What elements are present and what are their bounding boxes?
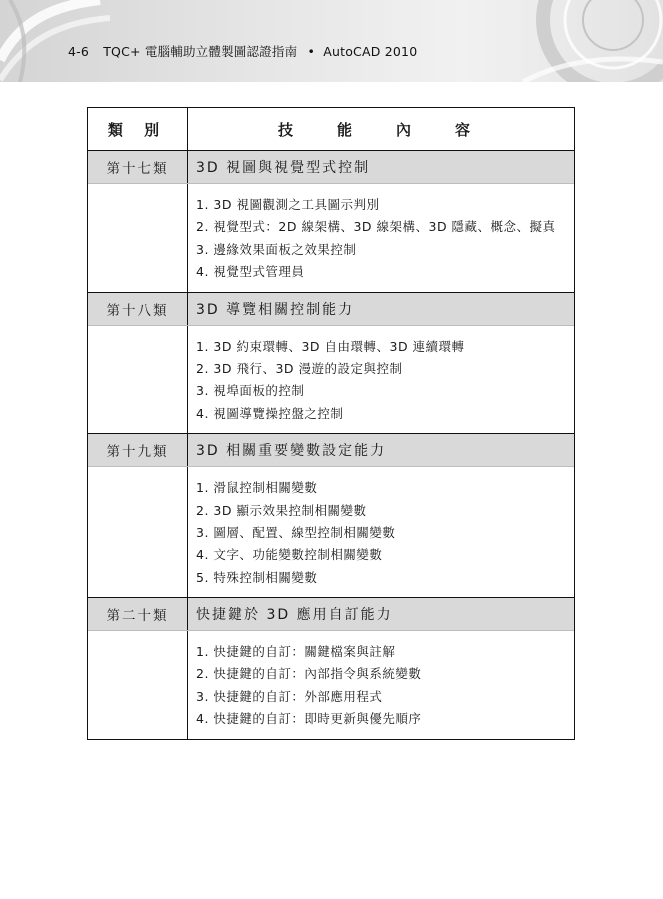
list-item: 1. 滑鼠控制相關變數 — [196, 480, 318, 496]
list-item: 3. 圖層、配置、線型控制相關變數 — [196, 524, 396, 540]
section-item-list — [188, 467, 574, 597]
section-items-row — [88, 184, 574, 293]
section-title-row — [88, 598, 574, 631]
empty-category-cell — [88, 467, 188, 597]
list-item: 3. 快捷鍵的自訂：外部應用程式 — [196, 688, 383, 704]
list-item: 4. 快捷鍵的自訂：即時更新與優先順序 — [196, 711, 422, 727]
empty-category-cell — [88, 326, 188, 434]
decorative-gear-graphic — [463, 0, 663, 82]
book-title: TQC+ 電腦輔助立體製圖認證指南 — [103, 44, 298, 59]
empty-category-cell — [88, 631, 188, 739]
empty-category-cell — [88, 184, 188, 292]
column-header-category: 類 別 — [88, 108, 188, 150]
list-item: 4. 視圖導覽操控盤之控制 — [196, 405, 344, 421]
list-item: 3. 視埠面板的控制 — [196, 383, 305, 399]
section-category: 第十九類 — [88, 434, 188, 466]
list-item: 2. 3D 顯示效果控制相關變數 — [196, 502, 367, 518]
section-item-list — [188, 326, 574, 434]
column-header-content: 技能內容 — [277, 120, 514, 139]
list-item: 1. 快捷鍵的自訂：關鍵檔案與註解 — [196, 644, 396, 660]
section-items-row — [88, 326, 574, 435]
section-title-row — [88, 434, 574, 467]
list-item: 2. 3D 飛行、3D 漫遊的設定與控制 — [196, 360, 403, 376]
list-item: 1. 3D 視圖觀測之工具圖示判別 — [196, 197, 380, 212]
list-item: 4. 文字、功能變數控制相關變數 — [196, 547, 383, 563]
list-item: 1. 3D 約束環轉、3D 自由環轉、3D 連續環轉 — [196, 338, 465, 354]
bullet-separator: • — [307, 44, 316, 59]
section-title-row — [88, 293, 574, 326]
section-title-row — [88, 151, 574, 184]
section-category: 第十八類 — [88, 293, 188, 325]
section-items-row — [88, 467, 574, 598]
running-header — [68, 42, 417, 60]
section-category: 第二十類 — [88, 598, 188, 630]
software-name: AutoCAD 2010 — [323, 44, 418, 59]
section-title: 快捷鍵於 3D 應用自訂能力 — [196, 607, 393, 624]
page-header-band — [0, 0, 663, 82]
list-item: 5. 特殊控制相關變數 — [196, 569, 318, 585]
section-category: 第十七類 — [88, 151, 188, 183]
decorative-swirl-graphic — [0, 0, 110, 82]
table-header-row — [88, 108, 574, 151]
list-item: 3. 邊緣效果面板之效果控制 — [196, 241, 357, 257]
section-item-list — [188, 631, 574, 739]
skills-table — [87, 107, 575, 740]
list-item: 2. 快捷鍵的自訂：內部指令與系統變數 — [196, 666, 422, 682]
list-item: 2. 視覺型式：2D 線架構、3D 線架構、3D 隱藏、概念、擬真 — [196, 219, 556, 235]
section-items-row — [88, 631, 574, 739]
section-title: 3D 導覽相關控制能力 — [196, 301, 355, 318]
section-title: 3D 相關重要變數設定能力 — [196, 443, 387, 460]
section-item-list — [188, 184, 574, 292]
list-item: 4. 視覺型式管理員 — [196, 264, 305, 280]
page-number: 4-6 — [68, 44, 90, 59]
section-title: 3D 視圖與視覺型式控制 — [196, 160, 371, 176]
